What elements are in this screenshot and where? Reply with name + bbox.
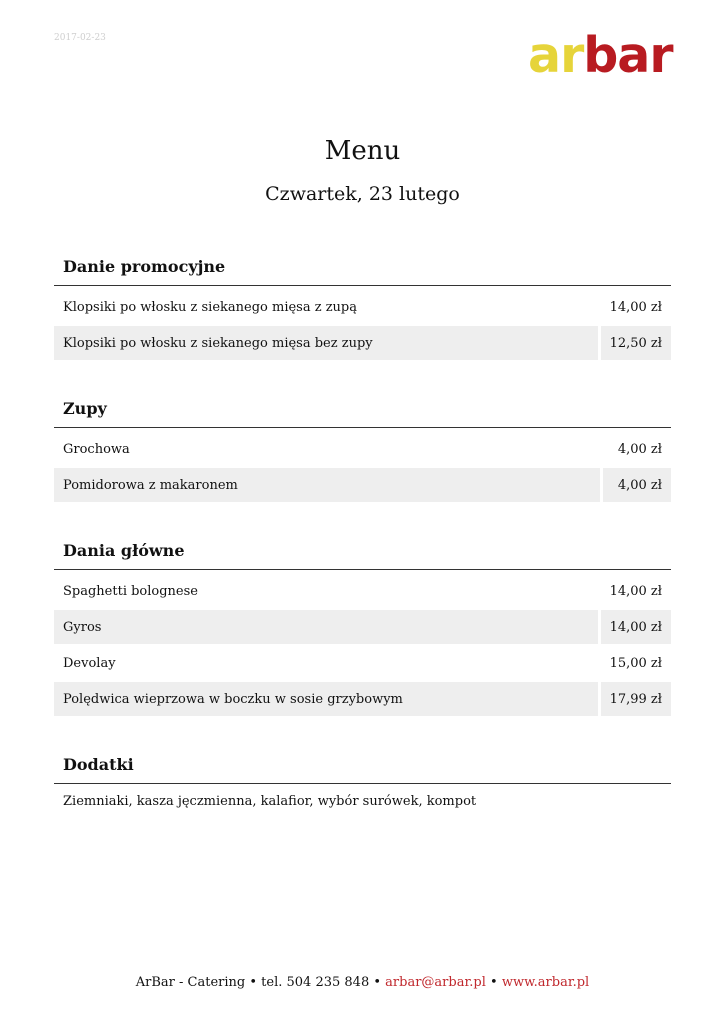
extras-text: Ziemniaki, kasza jęczmienna, kalafior, wybór surówek, kompot (63, 794, 477, 809)
footer-email-link[interactable]: arbar@arbar.pl (385, 975, 486, 990)
footer-separator: • (490, 975, 498, 990)
section-heading: Dodatki (54, 755, 671, 784)
section-dodatki (54, 755, 671, 819)
menu-table (54, 572, 671, 718)
item-price: 17,99 zł (598, 682, 671, 716)
item-name: Spaghetti bolognese (63, 583, 198, 599)
logo-part-bar: bar (583, 27, 673, 84)
date-stamp: 2017-02-23 (54, 33, 106, 43)
table-row (54, 646, 671, 680)
item-price: 12,50 zł (598, 326, 671, 360)
table-row (54, 682, 671, 716)
item-price: 15,00 zł (609, 655, 662, 671)
footer-website-link[interactable]: www.arbar.pl (501, 975, 590, 990)
section-heading: Danie promocyjne (54, 257, 671, 286)
table-row (54, 468, 671, 502)
item-price: 4,00 zł (617, 441, 662, 457)
item-name: Devolay (63, 655, 116, 671)
table-row (54, 326, 671, 360)
page-title: Menu (324, 136, 401, 166)
item-name: Pomidorowa z makaronem (54, 468, 600, 502)
item-price: 14,00 zł (609, 299, 662, 315)
item-name: Klopsiki po włosku z siekanego mięsa bez zupy (54, 326, 598, 360)
table-row (54, 610, 671, 644)
footer-separator: • (249, 975, 258, 990)
page-subtitle: Czwartek, 23 lutego (265, 183, 460, 205)
table-row (54, 290, 671, 324)
section-dania-glowne (54, 541, 671, 718)
section-heading: Zupy (54, 399, 671, 428)
logo-part-ar: ar (528, 27, 584, 84)
table-row (54, 574, 671, 608)
menu-table (54, 288, 671, 362)
table-row (54, 432, 671, 466)
footer (0, 975, 725, 990)
menu-table (54, 430, 671, 504)
arbar-logo (528, 28, 673, 84)
section-heading: Dania główne (54, 541, 671, 570)
item-price: 14,00 zł (598, 610, 671, 644)
footer-company: ArBar - Catering (135, 975, 246, 990)
item-name: Grochowa (63, 441, 130, 457)
section-danie-promocyjne (54, 257, 671, 362)
section-zupy (54, 399, 671, 504)
item-name: Gyros (54, 610, 598, 644)
item-price: 4,00 zł (600, 468, 671, 502)
item-name: Polędwica wieprzowa w boczku w sosie grzybowym (54, 682, 598, 716)
footer-separator: • (373, 975, 382, 990)
item-name: Klopsiki po włosku z siekanego mięsa z zupą (63, 299, 358, 315)
footer-phone: tel. 504 235 848 (261, 975, 370, 990)
item-price: 14,00 zł (609, 583, 662, 599)
